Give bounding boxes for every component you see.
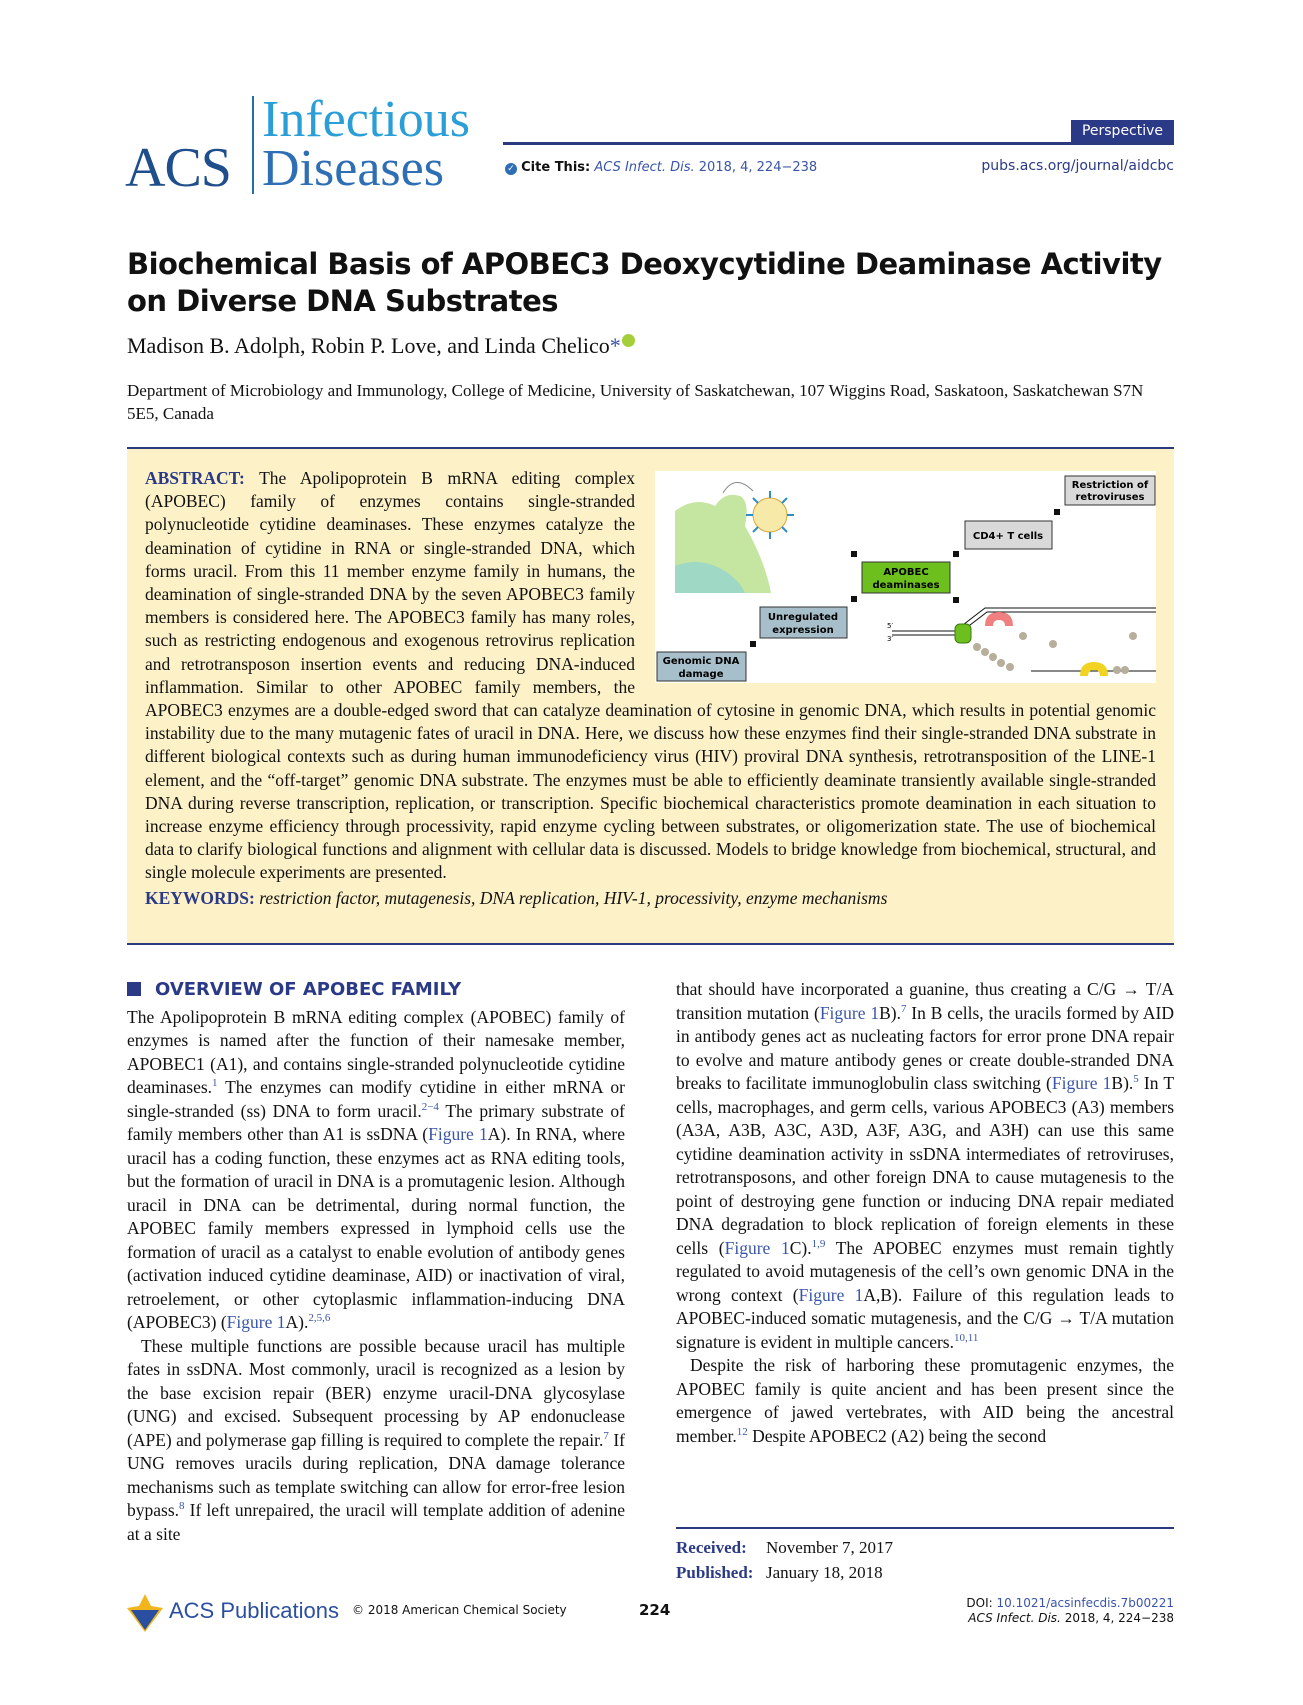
toc-graphic bbox=[655, 471, 1156, 683]
svg-text:3′: 3′ bbox=[887, 635, 894, 643]
virus-icon bbox=[746, 491, 794, 539]
citation-ref[interactable]: 8 bbox=[179, 1500, 185, 1513]
published-label: Published: bbox=[676, 1563, 754, 1582]
received-date: November 7, 2017 bbox=[766, 1538, 894, 1557]
unregulated-box bbox=[760, 607, 847, 638]
orcid-icon[interactable] bbox=[622, 334, 635, 347]
keywords bbox=[145, 887, 1156, 910]
article-dates bbox=[676, 1535, 893, 1585]
abstract-label: ABSTRACT: bbox=[145, 468, 245, 488]
abstract-body: The Apolipoprotein B mRNA editing complex (APOBEC) family of enzymes contains single-stranded polynucleotide cytidine deaminases. These enzymes catalyze the deamination of cytidine in RNA or single-stranded DNA, which forms uracil. From this 11 member enzyme family in humans, the deamination of single-stranded DNA by the seven APOBEC3 family members is considered here. The APOBEC3 family has many roles, such as restricting endogenous and exogenous retrovirus replication and retrotransposon insertion events and reducing DNA-induced inflammation. Similar to other APOBEC family members, the APOBEC3 enzymes are a double-edged sword that can catalyze deamination of cytosine in genomic DNA, which results in potential genomic instability due to the many mutagenic fates of uracil in DNA. Here, we discuss how these enzymes find their single-stranded DNA substrate in different biological contexts such as during human immunodeficiency virus (HIV) proviral DNA synthesis, retrotransposition of the LINE-1 element, and the “off-target” genomic DNA substrate. The enzymes must be able to efficiently deaminate transiently available single-stranded DNA during reverse transcription, replication, or transcription. Specific biochemical characteristics promote deamination in each situation to increase enzyme efficiency through processivity, rapid enzyme cycling between substrates, or oligomerization state. The use of biochemical data to clarify biological functions and alignment with cellular data is discussed. Models to bridge knowledge from biochemical, structural, and single molecule experiments are presented. bbox=[145, 468, 1156, 883]
citation-ref[interactable]: 12 bbox=[736, 1425, 748, 1438]
figure-link[interactable]: Figure 1 bbox=[798, 1284, 864, 1305]
check-circle-icon: ✓ bbox=[505, 163, 517, 175]
page-number: 224 bbox=[639, 1601, 671, 1619]
journal-logo-diseases: Diseases bbox=[262, 140, 444, 197]
logo-divider bbox=[252, 96, 254, 194]
body-paragraph: The Apolipoprotein B mRNA editing complex (APOBEC) family of enzymes is named after the function of their namesake member, APOBEC1 (A1), and contains single-stranded polynucleotide cytidine deaminases.$^1$ The enzymes can modify cytidine in either mRNA or single-stranded (ss) DNA to form uracil.$^{2-4}$ The primary substrate of family members other than A1 is ssDNA (Figure 1A). In RNA, where uracil has a coding function, these enzymes act as RNA editing tools, but the formation of uracil in DNA is a promutagenic lesion. Although uracil in DNA can be detrimental, during normal function, the APOBEC family members expressed in lymphoid cells use the formation of uracil as a catalyst to enable evolution of antibody genes (activation induced cytidine deaminase, AID) or inactivation of viral, retroelement, or other cytoplasmic inflammation-inducing DNA (APOBEC3) (Figure 1A).$^{2,5,6}$ bbox=[127, 1006, 625, 1332]
affiliation: Department of Microbiology and Immunology, College of Medicine, University of Saskatchewan, 107 Wiggins Road, Saskatoon, Saskatchewan S7N 5E5, Canada bbox=[127, 381, 1144, 423]
svg-text:CD4+ T cells: CD4+ T cells bbox=[972, 531, 1044, 542]
corresponding-mark[interactable]: * bbox=[609, 333, 621, 358]
publisher-name: ACS Publications bbox=[169, 1598, 339, 1623]
genomic-box bbox=[657, 652, 746, 681]
section-heading bbox=[127, 978, 625, 1002]
doi-link[interactable]: 10.1021/acsinfecdis.7b00221 bbox=[996, 1596, 1174, 1610]
cite-this[interactable] bbox=[505, 160, 817, 175]
author-list bbox=[127, 333, 635, 359]
svg-text:expression: expression bbox=[772, 625, 834, 636]
article-title: Biochemical Basis of APOBEC3 Deoxycytidine Deaminase Activity on Diverse DNA Substrates bbox=[127, 247, 1162, 318]
svg-text:damage: damage bbox=[678, 669, 724, 680]
cite-journal[interactable]: ACS Infect. Dis. bbox=[594, 160, 695, 175]
doi-label: DOI: bbox=[966, 1596, 993, 1610]
keywords-label: KEYWORDS: bbox=[145, 887, 255, 908]
keywords-list: restriction factor, mutagenesis, DNA replication, HIV-1, processivity, enzyme mechanisms bbox=[259, 887, 888, 908]
citation-ref[interactable]: 1 bbox=[212, 1077, 218, 1090]
left-column bbox=[127, 978, 625, 1546]
journal-logo-infectious: Infectious bbox=[262, 91, 470, 148]
cd4-box bbox=[965, 521, 1052, 549]
square-bullet-icon bbox=[127, 982, 141, 996]
footer-volume: 2018, 4, 224−238 bbox=[1064, 1611, 1174, 1625]
apobec-box bbox=[862, 562, 950, 593]
copyright: © 2018 American Chemical Society bbox=[352, 1603, 567, 1617]
enzyme-icon bbox=[985, 612, 1013, 626]
body-paragraph: that should have incorporated a guanine, thus creating a C/G → T/A transition mutation (Figure 1B).$^7$ In B cells, the uracils formed by AID in antibody genes act as nucleating factors for error prone DNA repair to evolve and mature antibody genes or create double-stranded DNA breaks to facilitate immunoglobulin class switching (Figure 1B).$^5$ In T cells, macrophages, and germ cells, various APOBEC3 (A3) members (A3A, A3B, A3C, A3D, A3F, A3G, and A3H) can use this same cytidine deamination activity in ssDNA intermediates of retroviruses, retrotransposons, and other foreign DNA to cause mutagenesis to the point of destroying gene function or inducing DNA repair mediated DNA degradation to block replication of foreign elements in these cells (Figure 1C).$^{1,9}$ The APOBEC enzymes must remain tightly regulated to avoid mutagenesis of the cell’s own genomic DNA in the wrong context (Figure 1A,B). Failure of this regulation leads to APOBEC-induced somatic mutagenesis, and the C/G → T/A mutation signature is evident in multiple cancers.$^{10,11}$ bbox=[676, 979, 1175, 1352]
cite-label: Cite This: bbox=[521, 160, 591, 175]
polymerase-icon bbox=[955, 624, 971, 643]
acs-emblem-icon bbox=[127, 1594, 163, 1632]
arrow-icon bbox=[723, 482, 753, 493]
received-label: Received: bbox=[676, 1538, 747, 1557]
enzyme-icon-yellow bbox=[1080, 662, 1108, 676]
svg-text:retroviruses: retroviruses bbox=[1075, 492, 1145, 503]
figure-link[interactable]: Figure 1 bbox=[226, 1312, 286, 1332]
citation-ref[interactable]: 1,9 bbox=[811, 1237, 826, 1250]
figure-link[interactable]: Figure 1 bbox=[724, 1237, 790, 1258]
footer-journal: ACS Infect. Dis. bbox=[968, 1611, 1061, 1625]
citation-ref[interactable]: 7 bbox=[900, 1002, 907, 1015]
citation-ref[interactable]: 7 bbox=[603, 1429, 609, 1442]
section-heading-text: OVERVIEW OF APOBEC FAMILY bbox=[155, 979, 462, 1000]
authors: Madison B. Adolph, Robin P. Love, and Linda Chelico bbox=[127, 333, 610, 358]
acs-publications-logo[interactable] bbox=[127, 1594, 339, 1636]
figure-link[interactable]: Figure 1 bbox=[1051, 1073, 1112, 1093]
figure-link[interactable]: Figure 1 bbox=[819, 1002, 880, 1023]
svg-text:Unregulated: Unregulated bbox=[767, 612, 839, 623]
svg-text:Restriction of: Restriction of bbox=[1071, 480, 1149, 491]
svg-text:deaminases: deaminases bbox=[872, 580, 940, 591]
svg-text:Genomic DNA: Genomic DNA bbox=[662, 656, 740, 667]
svg-text:APOBEC: APOBEC bbox=[883, 567, 929, 578]
citation-ref[interactable]: 5 bbox=[1133, 1073, 1139, 1086]
abstract-box bbox=[127, 447, 1174, 945]
restriction-box bbox=[1065, 476, 1155, 505]
published-date: January 18, 2018 bbox=[766, 1563, 883, 1582]
journal-url[interactable]: pubs.acs.org/journal/aidcbc bbox=[981, 158, 1174, 174]
header-rule bbox=[503, 142, 1174, 145]
body-paragraph: These multiple functions are possible because uracil has multiple fates in ssDNA. Most commonly, uracil is recognized as a lesion by the base excision repair (BER) enzyme uracil-DNA glycosylase (UNG) and excised. Subsequent processing by AP endonuclease (APE) and polymerase gap filling is required to complete the repair.$^7$ If UNG removes uracils during replication, DNA damage tolerance mechanisms such as template switching can allow for error-free lesion bypass.$^8$ If left unrepaired, the uracil will template addition of adenine at a site bbox=[127, 1335, 626, 1544]
citation-ref[interactable]: 2−4 bbox=[421, 1100, 439, 1113]
figure-link[interactable]: Figure 1 bbox=[428, 1124, 488, 1144]
svg-text:5′: 5′ bbox=[887, 622, 894, 630]
right-column bbox=[676, 978, 1174, 1448]
body-paragraph: Despite the risk of harboring these promutagenic enzymes, the APOBEC family is quite ancient and has been present since the emergence of jawed vertebrates, with AID being the ancestral member.$^{12}$ Despite APOBEC2 (A2) being the second bbox=[676, 1355, 1174, 1446]
cite-volume: 2018, 4, 224−238 bbox=[698, 160, 818, 175]
dates-rule bbox=[676, 1527, 1174, 1529]
citation-ref[interactable]: 10,11 bbox=[953, 1331, 979, 1344]
citation-ref[interactable]: 2,5,6 bbox=[308, 1312, 331, 1325]
article-type-badge: Perspective bbox=[1071, 120, 1174, 142]
page-footer bbox=[127, 1592, 1174, 1632]
journal-logo-acs: ACS bbox=[125, 137, 231, 199]
